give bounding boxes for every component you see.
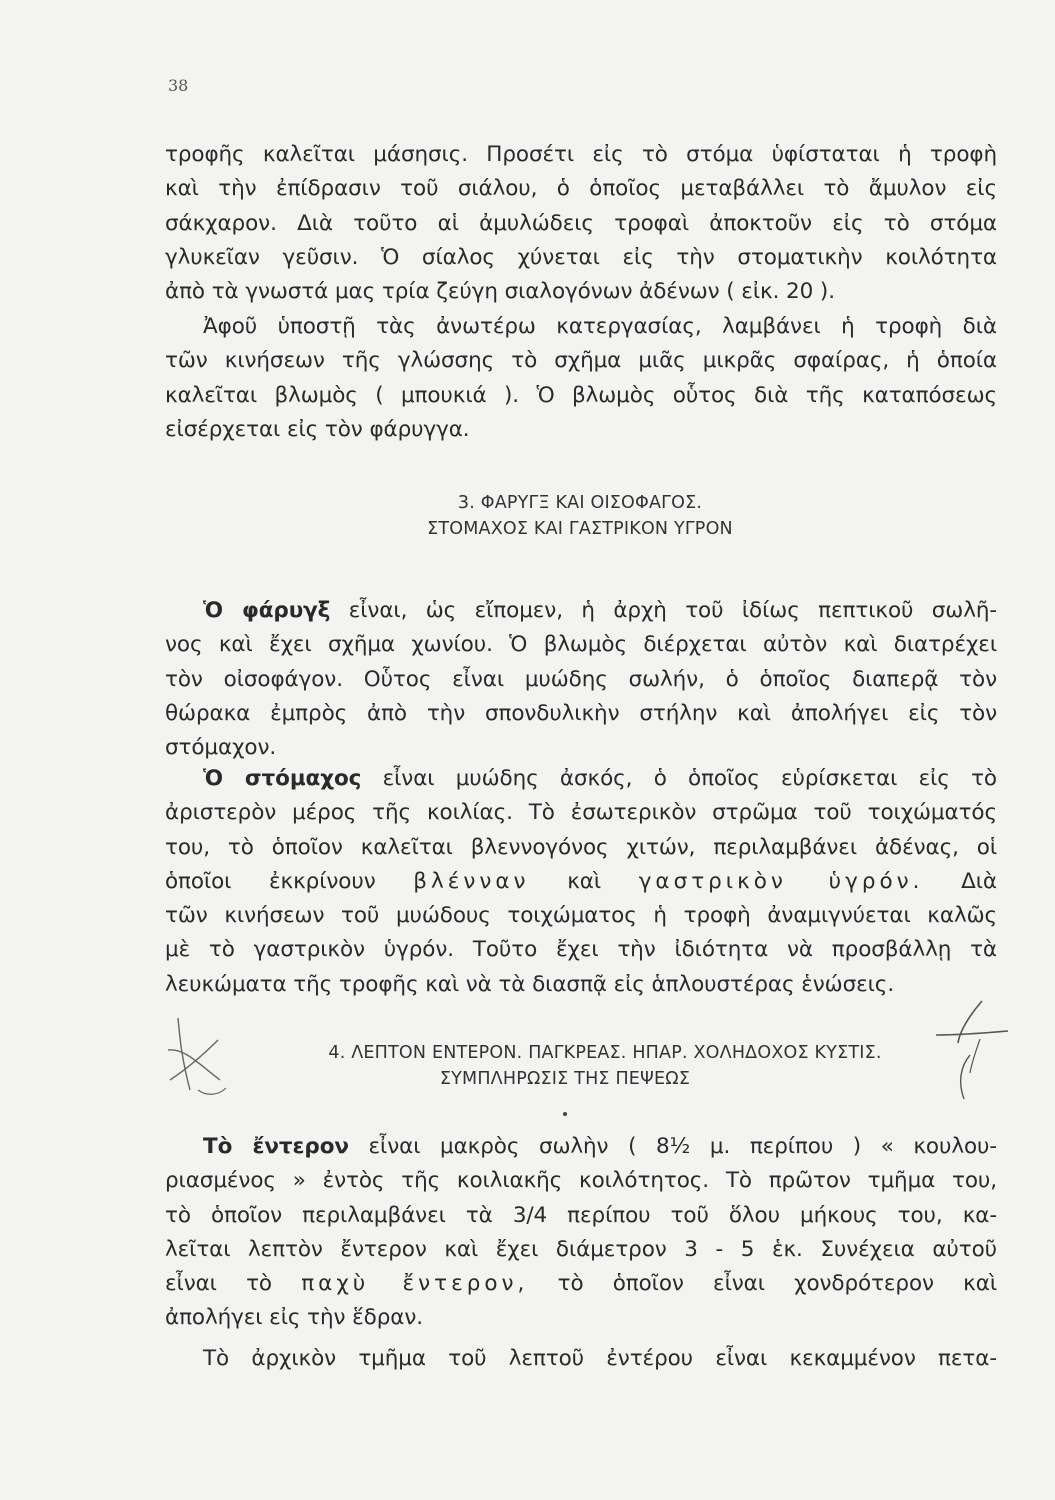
text-line: τῶν κινήσεων τοῦ μυώδους τοιχώματος ἡ τροφὴ ἀναμιγνύεται καλῶς <box>165 903 997 929</box>
paragraph-intestine <box>165 1130 997 1336</box>
section-heading-small-intestine <box>195 1040 1015 1092</box>
text-line: Τὸ ἀρχικὸν τμῆμα τοῦ λεπτοῦ ἐντέρου εἶναι κεκαμμένον πετα- <box>203 1346 997 1371</box>
text-span: εἶναι, ὡς εἴπομεν, ἡ ἀρχὴ τοῦ ἰδίως πεπτικοῦ σωλῆ- <box>330 598 998 623</box>
text-line: τὸν οἰσοφάγον. Οὗτος εἶναι μυώδης σωλήν, ὁ ὁποῖος διαπερᾷ τὸν <box>165 666 997 692</box>
paragraph-mastication <box>165 138 997 309</box>
term-stomach: Ὁ στόμαχος <box>203 766 362 791</box>
paragraph-duodenum <box>165 1342 997 1376</box>
text-span: εἶναι μυώδης ἀσκός, ὁ ὁποῖος εὑρίσκεται εἰς τὸ <box>361 766 997 791</box>
text-line: ἀπὸ τὰ γνωστά μας τρία ζεύγη σιαλογόνων ἀδένων ( εἰκ. 20 ). <box>165 279 835 305</box>
text-span: εἶναι μακρὸς σωλὴν ( 8½ μ. περίπου ) « κουλου- <box>348 1134 998 1159</box>
text-span: Διὰ <box>923 868 997 894</box>
text-line <box>165 865 997 899</box>
text-line: Ἀφοῦ ὑποστῇ τὰς ἀνωτέρω κατεργασίας, λαμβάνει ἡ τροφὴ διὰ <box>203 314 997 339</box>
text-line: τῶν κινήσεων τῆς γλώσσης τὸ σχῆμα μιᾶς μικρᾶς σφαίρας, ἡ ὁποία <box>165 348 997 374</box>
text-line: ἀριστερὸν μέρος τῆς κοιλίας. Τὸ ἐσωτερικὸν στρῶμα τοῦ τοιχώματός <box>165 800 997 826</box>
text-line: του, τὸ ὁποῖον καλεῖται βλεννογόνος χιτών, περιλαμβάνει ἀδένας, οἱ <box>165 834 997 860</box>
heading-line: 4. ΛΕΠΤΟΝ ΕΝΤΕΡΟΝ. ΠΑΓΚΡΕΑΣ. ΗΠΑΡ. ΧΟΛΗΔΟΧΟΣ ΚΥΣΤΙΣ. <box>328 1043 882 1063</box>
text-line: νος καὶ ἔχει σχῆμα χωνίου. Ὁ βλωμὸς διέρχεται αὐτὸν καὶ διατρέχει <box>165 632 997 658</box>
text-line: λευκώματα τῆς τροφῆς καὶ νὰ τὰ διασπᾷ εἰς ἁπλουστέρας ἑνώσεις. <box>165 971 895 997</box>
text-line: ἀπολήγει εἰς τὴν ἕδραν. <box>165 1305 423 1331</box>
term-gastric-juice: γαστρικὸν ὑγρόν. <box>638 868 924 894</box>
text-line: ριασμένος » ἐντὸς τῆς κοιλιακῆς κοιλότητος. Τὸ πρῶτον τμῆμα του, <box>165 1168 997 1194</box>
term-large-intestine: παχὺ ἔντερον, <box>301 1271 529 1297</box>
text-line: μὲ τὸ γαστρικὸν ὑγρόν. Τοῦτο ἔχει τὴν ἰδιότητα νὰ προσβάλλῃ τὰ <box>165 937 997 963</box>
paragraph-bolus <box>165 310 997 447</box>
term-pharynx: Ὁ φάρυγξ <box>203 598 331 623</box>
text-line: τὸ ὁποῖον περιλαμβάνει τὰ 3/4 περίπου τοῦ ὅλου μήκους του, κα- <box>165 1202 997 1228</box>
text-line <box>165 594 997 628</box>
text-line: γλυκεῖαν γεῦσιν. Ὁ σίαλος χύνεται εἰς τὴν στοματικὴν κοιλότητα <box>165 244 997 270</box>
text-line <box>165 762 997 796</box>
text-span: καὶ <box>529 868 639 894</box>
paragraph-stomach <box>165 762 997 1002</box>
heading-line: ΣΥΜΠΛΗΡΩΣΙΣ ΤΗΣ ΠΕΨΕΩΣ <box>439 1069 691 1089</box>
term-intestine: Τὸ ἔντερον <box>203 1134 349 1159</box>
text-span: ὁποῖοι ἐκκρίνουν <box>165 868 414 894</box>
text-line: στόμαχον. <box>165 735 277 761</box>
text-line: θώρακα ἐμπρὸς ἀπὸ τὴν σπονδυλικὴν στήλην καὶ ἀπολήγει εἰς τὸν <box>165 700 997 726</box>
heading-line: 3. ΦΑΡΥΓΞ ΚΑΙ ΟΙΣΟΦΑΓΟΣ. <box>457 493 703 513</box>
term-mucus: βλένναν <box>413 868 530 894</box>
text-line: τροφῆς καλεῖται μάσησις. Προσέτι εἰς τὸ στόμα ὑφίσταται ἡ τροφὴ <box>165 142 997 167</box>
text-line: εἰσέρχεται εἰς τὸν φάρυγγα. <box>165 416 470 442</box>
text-line: σάκχαρον. Διὰ τοῦτο αἱ ἀμυλώδεις τροφαὶ ἀποκτοῦν εἰς τὸ στόμα <box>165 210 997 236</box>
text-line: καὶ τὴν ἐπίδρασιν τοῦ σιάλου, ὁ ὁποῖος μεταβάλλει τὸ ἄμυλον εἰς <box>165 176 997 202</box>
heading-line: ΣΤΟΜΑΧΟΣ ΚΑΙ ΓΑΣΤΡΙΚΟΝ ΥΓΡΟΝ <box>427 519 733 539</box>
text-line: λεῖται λεπτὸν ἔντερον καὶ ἔχει διάμετρον 3 - 5 ἑκ. Συνέχεια αὐτοῦ <box>165 1236 997 1262</box>
text-span: τὸ ὁποῖον εἶναι χονδρότερον καὶ <box>528 1271 997 1297</box>
text-line <box>165 1267 997 1301</box>
text-span: εἶναι τὸ <box>165 1271 302 1297</box>
paragraph-pharynx <box>165 594 997 765</box>
stray-dot <box>563 1112 567 1116</box>
text-line <box>165 1130 997 1164</box>
page-number: 38 <box>168 76 189 95</box>
section-heading-pharynx <box>160 490 1000 542</box>
text-line: καλεῖται βλωμὸς ( μπουκιά ). Ὁ βλωμὸς οὗτος διὰ τῆς καταπόσεως <box>165 382 997 408</box>
